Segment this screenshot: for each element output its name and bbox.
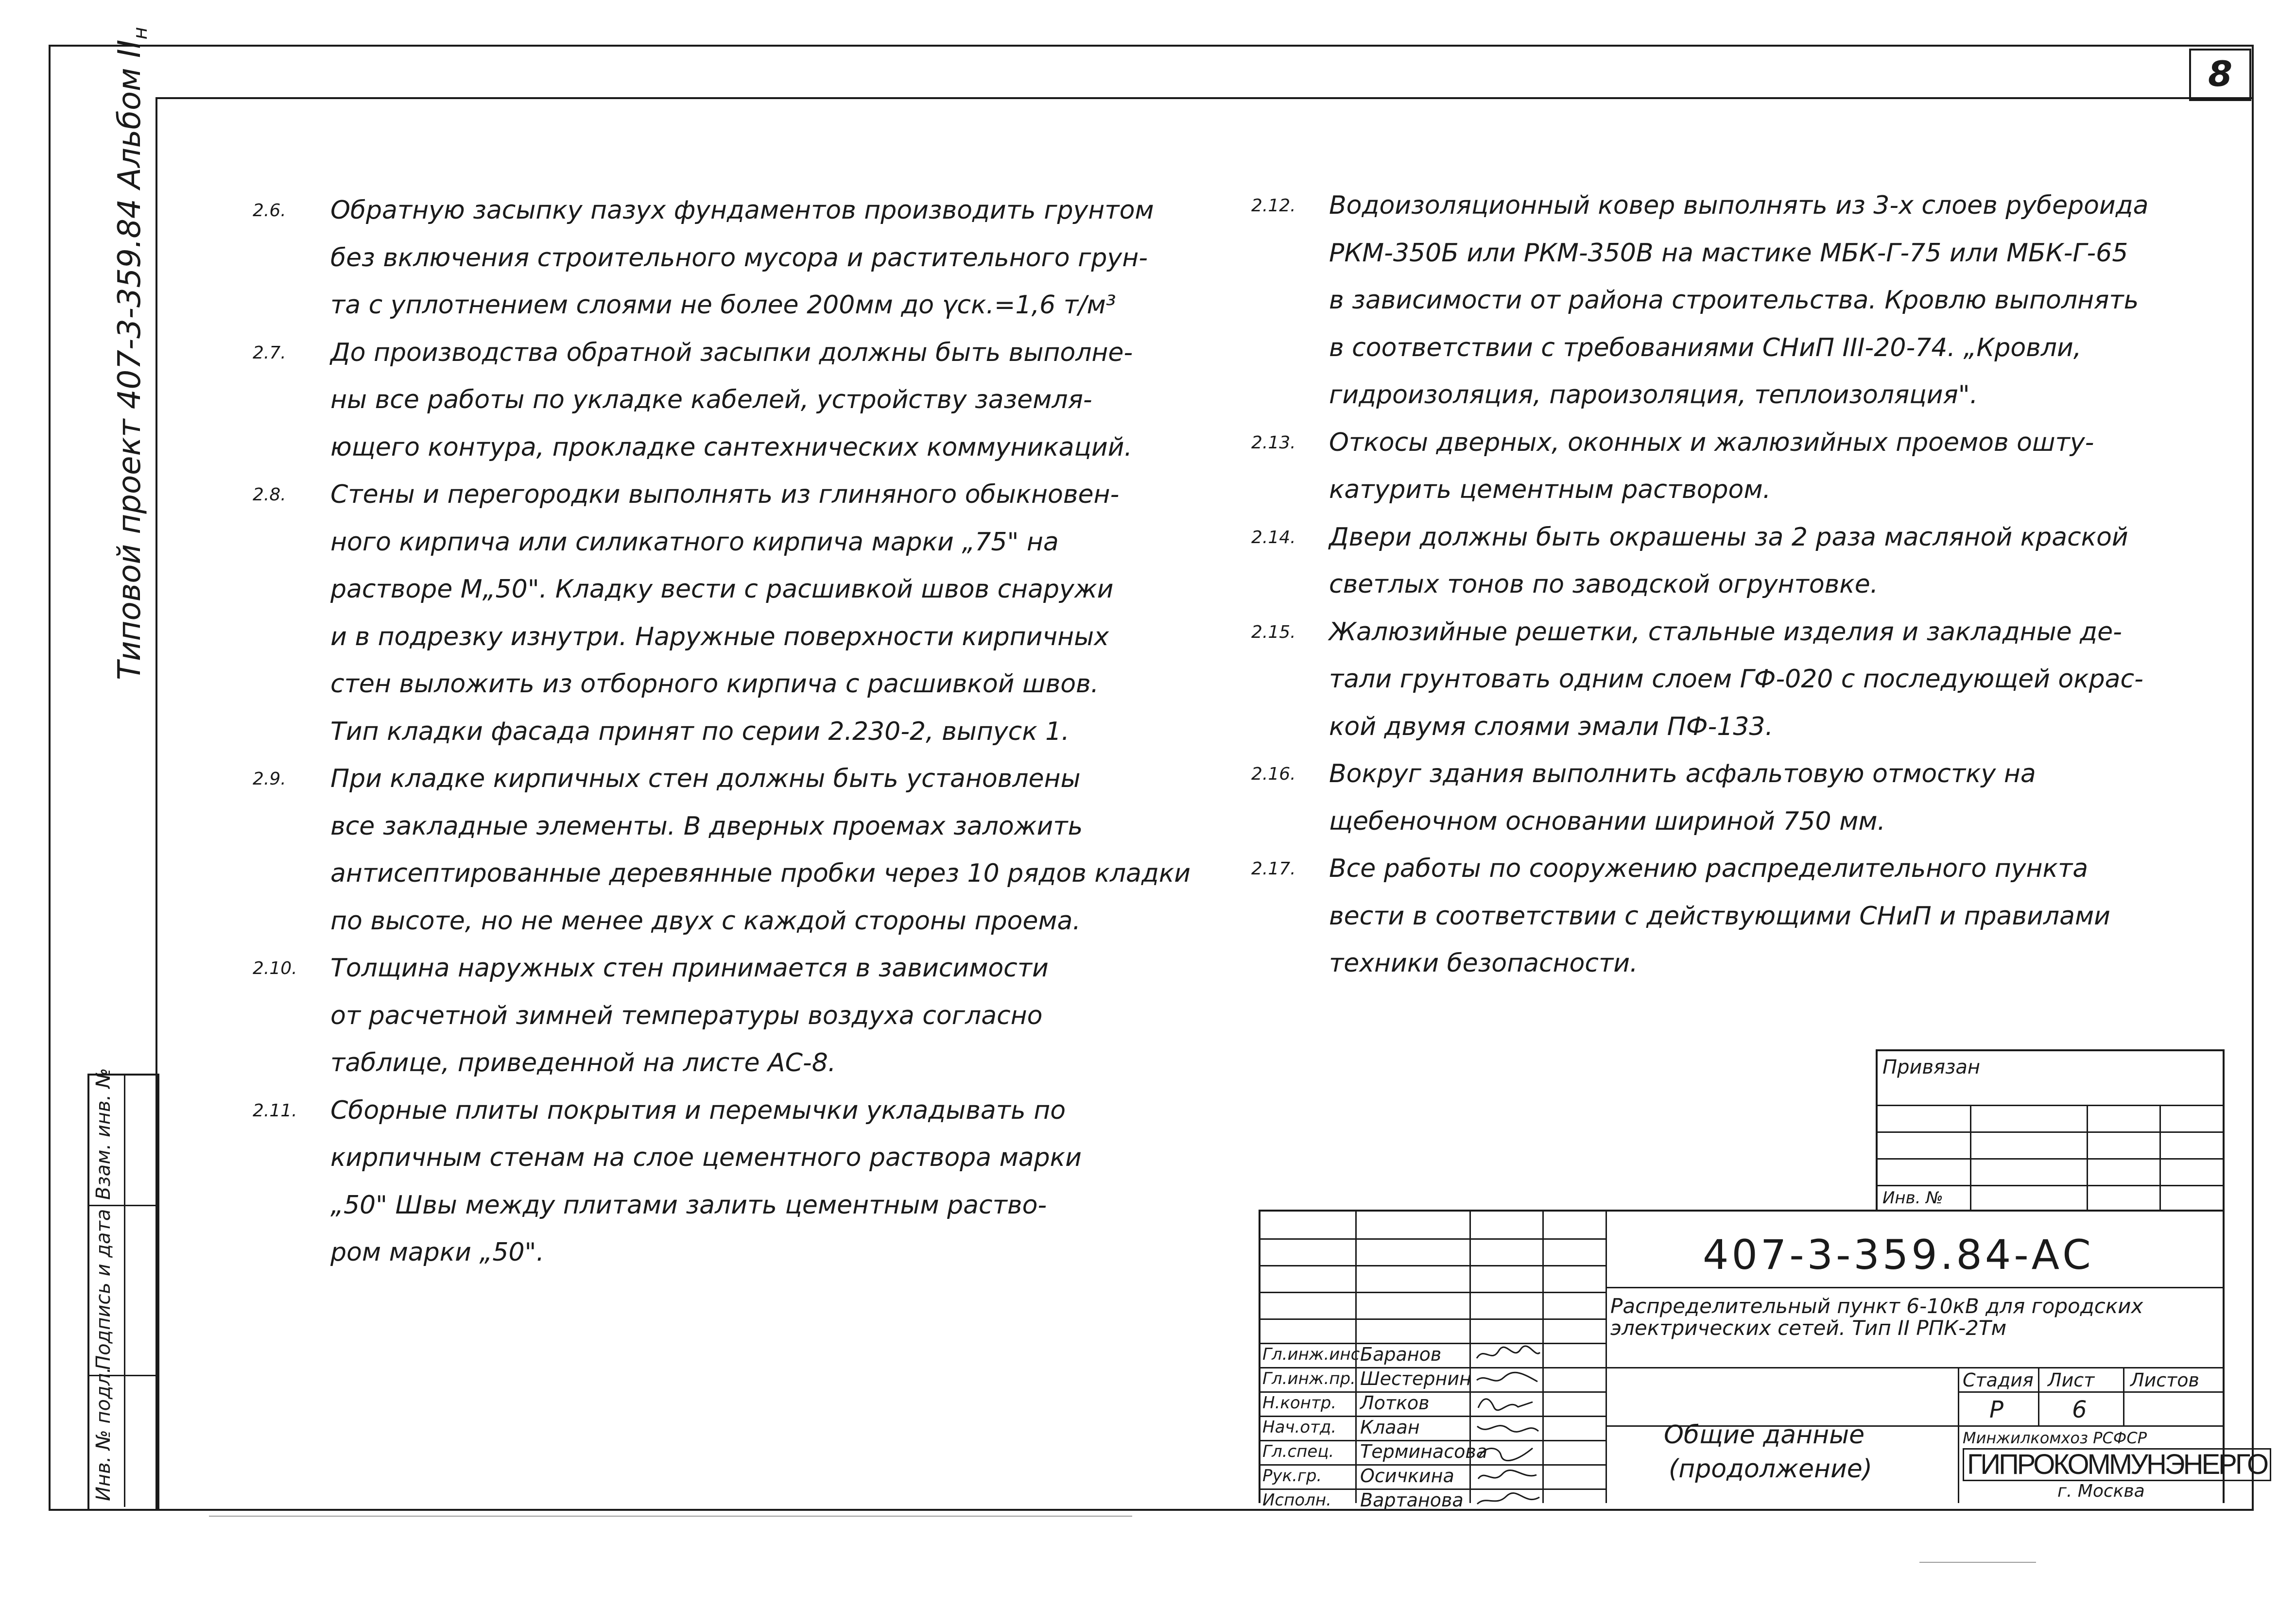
item-text-line: Вокруг здания выполнить асфальтовую отмостку на [1329, 759, 2036, 788]
side-strip-title-text: Типовой проект 407-3-359.84 Альбом II [112, 39, 148, 680]
item-text-line: тали грунтовать одним слоем ГФ-020 с последующей окрас- [1329, 665, 2143, 694]
item-number: 2.7. [253, 342, 286, 363]
signature-scribble [1474, 1368, 1542, 1390]
side-strip-title [112, 27, 152, 680]
staff-role: Н.контр. [1262, 1393, 1337, 1413]
signature-scribble [1474, 1417, 1542, 1439]
project-name-line2: электрических сетей. Тип II РПК-2Тм [1610, 1316, 2007, 1340]
item-text-line: „50" Швы между плитами залить цементным раство- [330, 1190, 1047, 1220]
title-block [1259, 1210, 2267, 1511]
item-number: 2.11. [253, 1100, 297, 1121]
item-number: 2.15. [1251, 622, 1296, 642]
item-text-line: и в подрезку изнутри. Наружные поверхности кирпичных [330, 622, 1109, 651]
item-text-line: Жалюзийные решетки, стальные изделия и закладные де- [1329, 617, 2122, 647]
item-number: 2.12. [1251, 196, 1296, 216]
item-text-line: вести в соответствии с действующими СНиП и правилами [1329, 901, 2110, 931]
sheet-title-line1: Общие данные [1664, 1420, 1865, 1450]
item-text-line: щебеночном основании шириной 750 мм. [1329, 806, 1886, 836]
note-right-2 [1251, 514, 2128, 609]
item-text-line: РКМ-350Б или РКМ-350В на мастике МБК-Г-75 или МБК-Г-65 [1329, 238, 2128, 268]
note-left-5 [253, 1087, 1166, 1277]
note-right-4 [1251, 751, 2116, 845]
stamp-field-inventory: Инв. № подл. [92, 1367, 115, 1501]
item-number: 2.10. [253, 958, 297, 978]
item-text-line: Обратную засыпку пазух фундаментов производить грунтом [330, 196, 1154, 225]
note-right-0 [1251, 182, 2149, 419]
item-text-line: Откосы дверных, оконных и жалюзийных проемов ошту- [1329, 427, 2094, 457]
binding-box [1876, 1049, 2225, 1212]
stage-label: Стадия [1963, 1369, 2034, 1391]
note-left-1 [253, 329, 1166, 472]
note-left-4 [253, 945, 1166, 1087]
item-text-line: техники безопасности. [1329, 949, 1638, 978]
item-text-line: Сборные плиты покрытия и перемычки укладывать по [330, 1095, 1066, 1125]
staff-name: Баранов [1360, 1344, 1442, 1365]
side-strip-album-suffix: н [129, 27, 152, 40]
item-text-line: в соответствии с требованиями СНиП III-20-74. „Кровли, [1329, 333, 2082, 362]
item-number: 2.14. [1251, 527, 1296, 547]
note-right-5 [1251, 845, 2116, 988]
signature-scribble [1474, 1465, 1542, 1487]
item-number: 2.16. [1251, 764, 1296, 784]
note-right-1 [1251, 419, 2116, 514]
staff-role: Исполн. [1262, 1490, 1331, 1510]
scan-mark [209, 1516, 1132, 1517]
item-text-line: До производства обратной засыпки должны быть выполне- [330, 338, 1133, 367]
item-text-line: растворе М„50". Кладку вести с расшивкой швов снаружи [330, 575, 1114, 604]
sheet-number-box [2189, 49, 2251, 101]
item-text-line: стен выложить из отборного кирпича с расшивкой швов. [330, 669, 1099, 699]
scan-mark-right [1919, 1562, 2036, 1563]
item-text-line: от расчетной зимней температуры воздуха согласно [330, 1001, 1043, 1030]
item-number: 2.8. [253, 485, 286, 505]
sheet-value: 6 [2072, 1396, 2087, 1423]
item-number: 2.13. [1251, 432, 1296, 453]
sheets-label: Листов [2130, 1369, 2199, 1391]
staff-role: Гл.инж.инс [1262, 1345, 1360, 1364]
item-text-line: ющего контура, прокладке сантехнических коммуникаций. [330, 432, 1132, 462]
note-left-2 [253, 471, 1166, 755]
stamp-row-line-1 [87, 1205, 155, 1206]
item-text-line: все закладные элементы. В дверных проемах заложить [330, 811, 1083, 841]
project-name-line1: Распределительный пункт 6-10кВ для городских [1610, 1294, 2143, 1318]
staff-role: Гл.инж.пр. [1262, 1369, 1356, 1388]
item-text-line: та с уплотнением слоями не более 200мм до γск.=1,6 т/м³ [330, 291, 1116, 320]
item-text-line: Стены и перегородки выполнять из глиняного обыкновен- [330, 480, 1120, 509]
item-text-line: Тип кладки фасада принят по серии 2.230-2, выпуск 1. [330, 717, 1070, 746]
item-text-line: без включения строительного мусора и растительного грун- [330, 243, 1148, 273]
stamp-field-signature-date: Подпись и дата [92, 1209, 115, 1370]
note-right-3 [1251, 609, 2143, 751]
item-number: 2.9. [253, 769, 286, 789]
staff-name: Лотков [1360, 1392, 1430, 1414]
item-number: 2.6. [253, 201, 286, 221]
sheet-number: 8 [2208, 53, 2233, 94]
item-text-line: Двери должны быть окрашены за 2 раза масляной краской [1329, 522, 2128, 552]
stage-value: Р [1989, 1396, 2003, 1423]
item-text-line: в зависимости от района строительства. Кровлю выполнять [1329, 286, 2139, 315]
sheet-label: Лист [2048, 1369, 2095, 1391]
item-text-line: ного кирпича или силикатного кирпича марки „75" на [330, 527, 1059, 557]
staff-name: Вартанова [1360, 1489, 1464, 1511]
binding-title: Привязан [1882, 1056, 1981, 1078]
organization-city: г. Москва [2057, 1481, 2145, 1501]
item-text-line: Водоизоляционный ковер выполнять из 3-х слоев рубероида [1329, 191, 2149, 220]
stamp-divider [124, 1074, 125, 1507]
designation: 407-3-359.84-АС [1703, 1231, 2094, 1279]
item-text-line: катурить цементным раствором. [1329, 475, 1771, 504]
item-number: 2.17. [1251, 859, 1296, 879]
item-text-line: ром марки „50". [330, 1238, 544, 1267]
item-text-line: Все работы по сооружению распределительного пункта [1329, 854, 2089, 883]
sheet-title-line2: (продолжение) [1669, 1454, 1873, 1484]
item-text-line: антисептированные деревянные пробки через 10 рядов кладки [330, 859, 1191, 888]
organization-name: ГИПРОКОММУНЭНЕРГО [1963, 1448, 2271, 1481]
note-left-3 [253, 755, 1191, 945]
note-left-0 [253, 187, 1166, 329]
item-text-line: ны все работы по укладке кабелей, устройству заземля- [330, 385, 1092, 414]
item-text-line: таблице, приведенной на листе АС-8. [330, 1048, 836, 1077]
item-text-line: по высоте, но не менее двух с каждой стороны проема. [330, 906, 1081, 936]
binding-inv-label: Инв. № [1882, 1188, 1943, 1208]
item-text-line: Толщина наружных стен принимается в зависимости [330, 954, 1049, 983]
stamp-field-replace: Взам. инв. № [92, 1068, 115, 1200]
staff-name: Осичкина [1360, 1465, 1454, 1487]
item-text-line: кой двумя слоями эмали ПФ-133. [1329, 712, 1774, 741]
organization-top: Минжилкомхоз РСФСР [1963, 1429, 2147, 1447]
staff-name: Терминасова [1360, 1441, 1488, 1462]
staff-role: Нач.отд. [1262, 1418, 1337, 1437]
item-text-line: светлых тонов по заводской огрунтовке. [1329, 570, 1879, 599]
staff-role: Рук.гр. [1262, 1466, 1322, 1486]
staff-name: Шестернин [1360, 1368, 1471, 1389]
signature-scribble [1474, 1489, 1542, 1512]
item-text-line: гидроизоляция, пароизоляция, теплоизоляция". [1329, 380, 1978, 410]
item-text-line: При кладке кирпичных стен должны быть установлены [330, 764, 1081, 793]
staff-name: Клаан [1360, 1417, 1420, 1438]
signature-scribble [1474, 1392, 1542, 1415]
signature-scribble [1474, 1441, 1542, 1463]
signature-scribble [1474, 1344, 1542, 1366]
item-text-line: кирпичным стенам на слое цементного раствора марки [330, 1143, 1082, 1172]
staff-role: Гл.спец. [1262, 1442, 1334, 1461]
